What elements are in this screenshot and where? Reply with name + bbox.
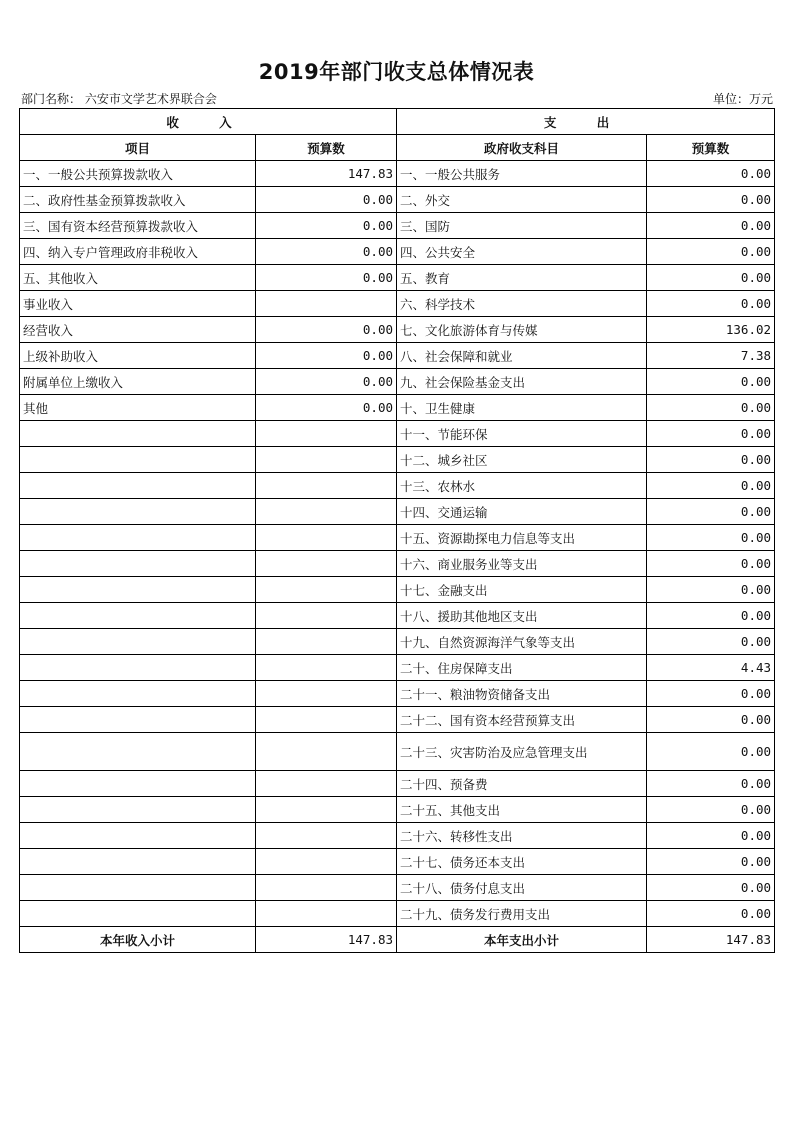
income-item-cell [20,499,256,525]
expense-item-cell: 二十八、债务付息支出 [397,875,647,901]
table-row [20,629,775,655]
income-value-cell [256,733,397,771]
expense-value-cell: 0.00 [647,901,775,927]
income-item-cell [20,525,256,551]
income-value-cell [256,849,397,875]
expense-budget-header: 预算数 [647,135,775,161]
expense-item-cell: 十、卫生健康 [397,395,647,421]
table-row [20,265,775,291]
expense-item-cell: 二十三、灾害防治及应急管理支出 [397,733,647,771]
table-row [20,849,775,875]
expense-item-cell: 九、社会保险基金支出 [397,369,647,395]
income-item-header: 项目 [20,135,256,161]
income-value-cell [256,291,397,317]
expense-total-label: 本年支出小计 [397,927,647,953]
expense-value-cell: 0.00 [647,291,775,317]
income-item-cell [20,875,256,901]
expense-item-cell: 十九、自然资源海洋气象等支出 [397,629,647,655]
table-row [20,395,775,421]
expense-value-cell: 0.00 [647,473,775,499]
expense-value-cell: 0.00 [647,499,775,525]
expense-item-cell: 二十六、转移性支出 [397,823,647,849]
income-value-cell [256,577,397,603]
section-header-row [20,109,775,135]
income-value-cell [256,447,397,473]
table-row [20,317,775,343]
expense-section-header: 支 出 [397,109,775,135]
expense-value-cell: 0.00 [647,265,775,291]
expense-value-cell: 0.00 [647,707,775,733]
income-value-cell [256,823,397,849]
income-value-cell [256,499,397,525]
income-item-cell [20,849,256,875]
table-row [20,473,775,499]
income-total-label: 本年收入小计 [20,927,256,953]
income-item-cell [20,655,256,681]
income-item-cell [20,473,256,499]
income-total-value: 147.83 [256,927,397,953]
income-value-cell [256,655,397,681]
expense-item-cell: 二十一、粮油物资储备支出 [397,681,647,707]
table-row [20,797,775,823]
income-item-cell [20,577,256,603]
expense-item-cell: 二十五、其他支出 [397,797,647,823]
table-row [20,499,775,525]
expense-value-cell: 0.00 [647,681,775,707]
income-value-cell: 0.00 [256,265,397,291]
income-item-cell: 附属单位上缴收入 [20,369,256,395]
expense-value-cell: 0.00 [647,577,775,603]
income-item-cell [20,421,256,447]
expense-item-cell: 十二、城乡社区 [397,447,647,473]
expense-item-cell: 二十四、预备费 [397,771,647,797]
income-item-cell: 五、其他收入 [20,265,256,291]
income-value-cell [256,771,397,797]
page-title: 2019年部门收支总体情况表 [258,60,535,84]
expense-item-cell: 一、一般公共服务 [397,161,647,187]
income-value-cell [256,603,397,629]
income-budget-header: 预算数 [256,135,397,161]
income-section-header: 收 入 [20,109,397,135]
totals-row [20,927,775,953]
income-item-cell: 其他 [20,395,256,421]
income-value-cell: 0.00 [256,369,397,395]
income-value-cell [256,629,397,655]
expense-value-cell: 0.00 [647,395,775,421]
income-value-cell [256,421,397,447]
income-item-cell [20,629,256,655]
table-row [20,213,775,239]
table-row [20,291,775,317]
expense-item-cell: 二十七、债务还本支出 [397,849,647,875]
income-value-cell [256,707,397,733]
expense-item-cell: 八、社会保障和就业 [397,343,647,369]
expense-item-cell: 十七、金融支出 [397,577,647,603]
expense-value-cell: 136.02 [647,317,775,343]
expense-value-cell: 0.00 [647,797,775,823]
income-value-cell: 0.00 [256,213,397,239]
expense-item-cell: 二十二、国有资本经营预算支出 [397,707,647,733]
expense-value-cell: 0.00 [647,161,775,187]
table-row [20,343,775,369]
expense-value-cell: 0.00 [647,213,775,239]
income-value-cell [256,473,397,499]
table-row [20,551,775,577]
expense-value-cell: 0.00 [647,629,775,655]
table-row [20,577,775,603]
income-item-cell [20,733,256,771]
income-item-cell [20,603,256,629]
expense-value-cell: 0.00 [647,421,775,447]
income-value-cell [256,525,397,551]
table-row [20,161,775,187]
expense-value-cell: 0.00 [647,551,775,577]
expense-item-cell: 二、外交 [397,187,647,213]
income-item-cell: 上级补助收入 [20,343,256,369]
expense-item-cell: 六、科学技术 [397,291,647,317]
department-name: 部门名称： 六安市文学艺术界联合会 [21,92,217,106]
income-value-cell: 147.83 [256,161,397,187]
table-row [20,733,775,771]
income-item-cell: 三、国有资本经营预算拨款收入 [20,213,256,239]
income-item-cell: 四、纳入专户管理政府非税收入 [20,239,256,265]
table-row [20,447,775,473]
table-row [20,875,775,901]
expense-item-cell: 十一、节能环保 [397,421,647,447]
expense-item-cell: 十三、农林水 [397,473,647,499]
table-row [20,681,775,707]
expense-value-cell: 0.00 [647,771,775,797]
income-item-cell [20,551,256,577]
income-item-cell [20,771,256,797]
income-item-cell [20,681,256,707]
expense-value-cell: 0.00 [647,239,775,265]
income-value-cell [256,551,397,577]
income-item-cell: 事业收入 [20,291,256,317]
expense-item-cell: 三、国防 [397,213,647,239]
expense-item-cell: 十五、资源勘探电力信息等支出 [397,525,647,551]
income-value-cell: 0.00 [256,317,397,343]
expense-value-cell: 4.43 [647,655,775,681]
income-value-cell: 0.00 [256,395,397,421]
expense-item-cell: 十四、交通运输 [397,499,647,525]
expense-item-cell: 二十、住房保障支出 [397,655,647,681]
expense-value-cell: 0.00 [647,733,775,771]
table-row [20,421,775,447]
income-value-cell [256,797,397,823]
income-value-cell [256,901,397,927]
table-row [20,655,775,681]
income-item-cell: 经营收入 [20,317,256,343]
income-value-cell: 0.00 [256,187,397,213]
table-row [20,239,775,265]
table-row [20,901,775,927]
expense-item-cell: 二十九、债务发行费用支出 [397,901,647,927]
expense-value-cell: 0.00 [647,823,775,849]
expense-value-cell: 7.38 [647,343,775,369]
income-value-cell: 0.00 [256,239,397,265]
budget-table [19,108,775,953]
income-item-cell: 一、一般公共预算拨款收入 [20,161,256,187]
table-row [20,771,775,797]
column-header-row [20,135,775,161]
expense-item-cell: 五、教育 [397,265,647,291]
income-item-cell [20,901,256,927]
expense-value-cell: 0.00 [647,447,775,473]
income-value-cell [256,681,397,707]
expense-value-cell: 0.00 [647,849,775,875]
table-row [20,525,775,551]
unit-label: 单位：万元 [712,92,773,106]
expense-value-cell: 0.00 [647,369,775,395]
expense-item-cell: 十八、援助其他地区支出 [397,603,647,629]
table-row [20,187,775,213]
expense-item-cell: 十六、商业服务业等支出 [397,551,647,577]
table-row [20,603,775,629]
expense-value-cell: 0.00 [647,187,775,213]
expense-value-cell: 0.00 [647,875,775,901]
expense-total-value: 147.83 [647,927,775,953]
table-row [20,823,775,849]
table-row [20,369,775,395]
income-item-cell [20,797,256,823]
income-value-cell [256,875,397,901]
expense-item-cell: 四、公共安全 [397,239,647,265]
expense-item-header: 政府收支科目 [397,135,647,161]
income-value-cell: 0.00 [256,343,397,369]
expense-value-cell: 0.00 [647,525,775,551]
expense-value-cell: 0.00 [647,603,775,629]
expense-item-cell: 七、文化旅游体育与传媒 [397,317,647,343]
income-item-cell [20,707,256,733]
income-item-cell: 二、政府性基金预算拨款收入 [20,187,256,213]
income-item-cell [20,447,256,473]
income-item-cell [20,823,256,849]
table-row [20,707,775,733]
